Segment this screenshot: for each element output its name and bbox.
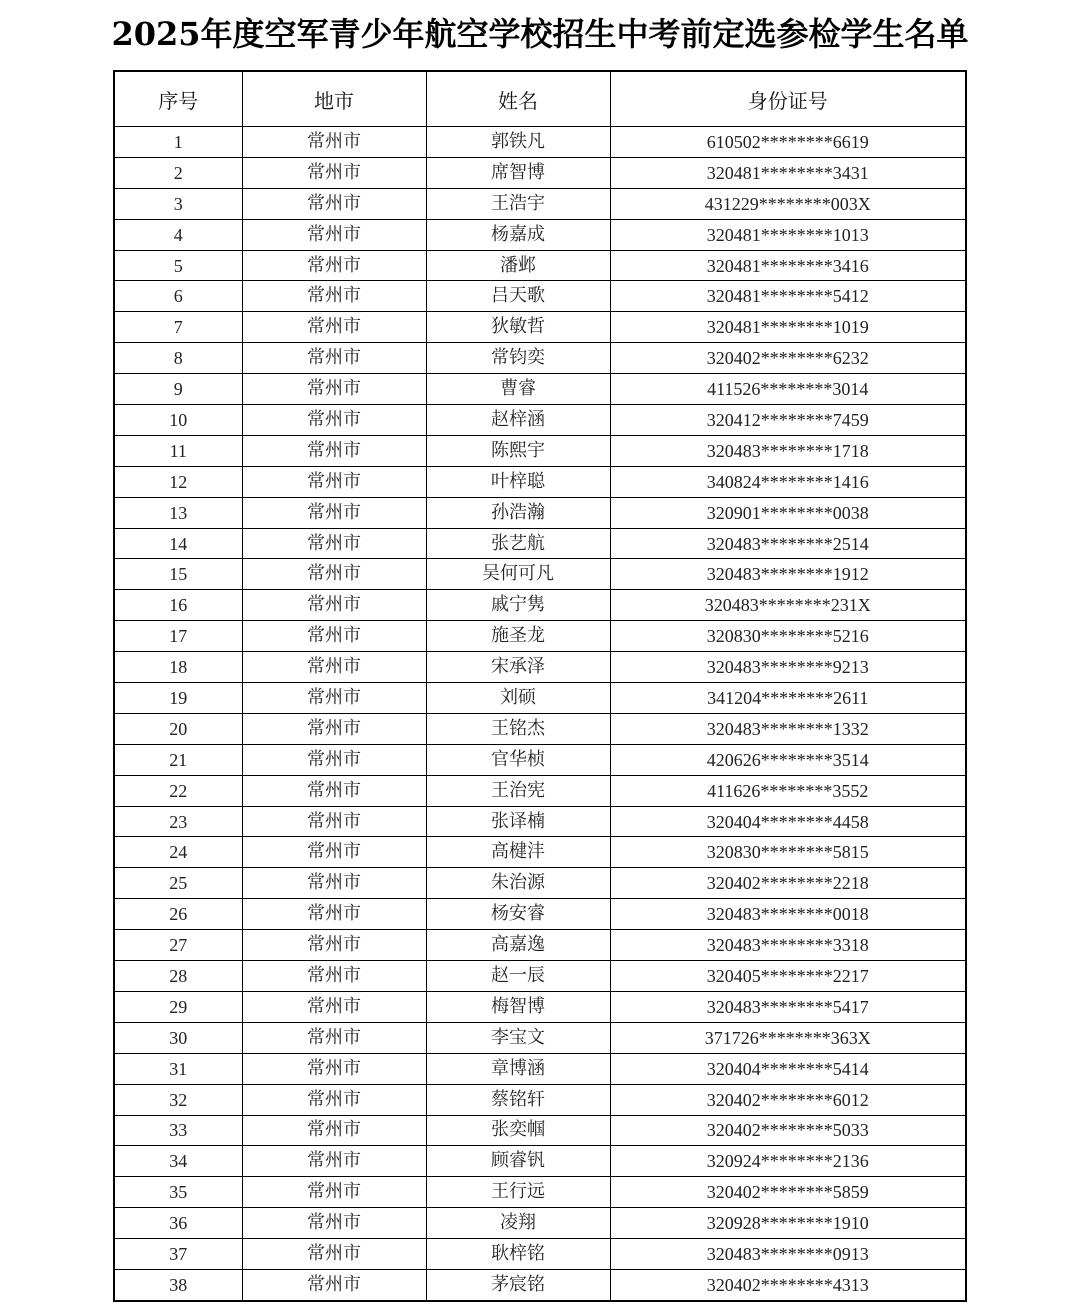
- cell-id-number: 320830********5216: [610, 621, 966, 652]
- table-body: [114, 127, 966, 1301]
- table-row: [114, 775, 966, 806]
- cell-city: 常州市: [242, 157, 426, 188]
- cell-name: 宋承泽: [426, 652, 610, 683]
- cell-name: 张奕帼: [426, 1115, 610, 1146]
- header-name: 姓名: [426, 71, 610, 127]
- cell-index: 13: [114, 497, 242, 528]
- cell-city: 常州市: [242, 713, 426, 744]
- cell-index: 20: [114, 713, 242, 744]
- cell-id-number: 320412********7459: [610, 405, 966, 436]
- table-row: [114, 868, 966, 899]
- cell-index: 21: [114, 744, 242, 775]
- table-header: [114, 71, 966, 127]
- cell-name: 张艺航: [426, 528, 610, 559]
- cell-name: 朱治源: [426, 868, 610, 899]
- cell-id-number: 320483********3318: [610, 930, 966, 961]
- cell-index: 8: [114, 343, 242, 374]
- table-row: [114, 806, 966, 837]
- cell-name: 高楗沣: [426, 837, 610, 868]
- cell-id-number: 320481********1013: [610, 219, 966, 250]
- cell-id-number: 320483********0913: [610, 1239, 966, 1270]
- cell-id-number: 320830********5815: [610, 837, 966, 868]
- cell-name: 叶梓聪: [426, 466, 610, 497]
- cell-city: 常州市: [242, 127, 426, 158]
- cell-city: 常州市: [242, 219, 426, 250]
- cell-name: 王铭杰: [426, 713, 610, 744]
- table-row: [114, 713, 966, 744]
- cell-name: 杨安睿: [426, 899, 610, 930]
- table-row: [114, 343, 966, 374]
- cell-city: 常州市: [242, 1115, 426, 1146]
- cell-name: 顾睿钒: [426, 1146, 610, 1177]
- cell-index: 9: [114, 374, 242, 405]
- cell-name: 张译楠: [426, 806, 610, 837]
- cell-name: 赵一辰: [426, 961, 610, 992]
- cell-city: 常州市: [242, 435, 426, 466]
- cell-city: 常州市: [242, 1239, 426, 1270]
- table-row: [114, 312, 966, 343]
- cell-name: 耿梓铭: [426, 1239, 610, 1270]
- cell-index: 3: [114, 188, 242, 219]
- cell-id-number: 320483********5417: [610, 991, 966, 1022]
- cell-name: 王浩宇: [426, 188, 610, 219]
- cell-id-number: 320402********2218: [610, 868, 966, 899]
- cell-id-number: 320483********1332: [610, 713, 966, 744]
- cell-city: 常州市: [242, 683, 426, 714]
- cell-index: 30: [114, 1022, 242, 1053]
- cell-city: 常州市: [242, 991, 426, 1022]
- cell-index: 24: [114, 837, 242, 868]
- cell-city: 常州市: [242, 1084, 426, 1115]
- cell-id-number: 341204********2611: [610, 683, 966, 714]
- cell-index: 36: [114, 1208, 242, 1239]
- cell-id-number: 320483********231X: [610, 590, 966, 621]
- cell-name: 章博涵: [426, 1053, 610, 1084]
- header-id-number: 身份证号: [610, 71, 966, 127]
- cell-index: 23: [114, 806, 242, 837]
- cell-id-number: 431229********003X: [610, 188, 966, 219]
- cell-city: 常州市: [242, 1053, 426, 1084]
- header-row: [114, 71, 966, 127]
- cell-id-number: 320483********1718: [610, 435, 966, 466]
- table-row: [114, 281, 966, 312]
- cell-index: 7: [114, 312, 242, 343]
- table-row: [114, 1115, 966, 1146]
- cell-city: 常州市: [242, 837, 426, 868]
- cell-index: 10: [114, 405, 242, 436]
- cell-city: 常州市: [242, 374, 426, 405]
- cell-name: 郭铁凡: [426, 127, 610, 158]
- cell-index: 6: [114, 281, 242, 312]
- cell-index: 18: [114, 652, 242, 683]
- cell-city: 常州市: [242, 312, 426, 343]
- cell-id-number: 411526********3014: [610, 374, 966, 405]
- cell-city: 常州市: [242, 1208, 426, 1239]
- cell-name: 杨嘉成: [426, 219, 610, 250]
- header-city: 地市: [242, 71, 426, 127]
- cell-name: 施圣龙: [426, 621, 610, 652]
- table-row: [114, 744, 966, 775]
- cell-id-number: 420626********3514: [610, 744, 966, 775]
- cell-id-number: 320402********5859: [610, 1177, 966, 1208]
- cell-name: 官华桢: [426, 744, 610, 775]
- cell-id-number: 320404********4458: [610, 806, 966, 837]
- cell-index: 16: [114, 590, 242, 621]
- cell-id-number: 320483********0018: [610, 899, 966, 930]
- cell-id-number: 411626********3552: [610, 775, 966, 806]
- cell-city: 常州市: [242, 961, 426, 992]
- cell-name: 常钧奕: [426, 343, 610, 374]
- table-row: [114, 683, 966, 714]
- cell-name: 陈熙宇: [426, 435, 610, 466]
- cell-index: 1: [114, 127, 242, 158]
- cell-index: 29: [114, 991, 242, 1022]
- cell-name: 梅智博: [426, 991, 610, 1022]
- table-row: [114, 374, 966, 405]
- cell-name: 王行远: [426, 1177, 610, 1208]
- table-row: [114, 1146, 966, 1177]
- cell-index: 33: [114, 1115, 242, 1146]
- cell-name: 潘邺: [426, 250, 610, 281]
- cell-city: 常州市: [242, 1146, 426, 1177]
- cell-index: 26: [114, 899, 242, 930]
- cell-name: 吴何可凡: [426, 559, 610, 590]
- cell-name: 王治宪: [426, 775, 610, 806]
- cell-index: 4: [114, 219, 242, 250]
- table-row: [114, 188, 966, 219]
- cell-id-number: 320483********9213: [610, 652, 966, 683]
- cell-index: 5: [114, 250, 242, 281]
- cell-name: 凌翔: [426, 1208, 610, 1239]
- table-row: [114, 1208, 966, 1239]
- cell-id-number: 320924********2136: [610, 1146, 966, 1177]
- cell-id-number: 320483********2514: [610, 528, 966, 559]
- cell-city: 常州市: [242, 868, 426, 899]
- cell-city: 常州市: [242, 806, 426, 837]
- cell-city: 常州市: [242, 1269, 426, 1300]
- cell-name: 高嘉逸: [426, 930, 610, 961]
- table-row: [114, 1022, 966, 1053]
- cell-index: 22: [114, 775, 242, 806]
- cell-city: 常州市: [242, 1177, 426, 1208]
- table-row: [114, 405, 966, 436]
- student-list-table: [113, 70, 967, 1302]
- cell-name: 李宝文: [426, 1022, 610, 1053]
- cell-name: 刘硕: [426, 683, 610, 714]
- cell-name: 吕天歌: [426, 281, 610, 312]
- cell-index: 15: [114, 559, 242, 590]
- cell-name: 赵梓涵: [426, 405, 610, 436]
- cell-city: 常州市: [242, 652, 426, 683]
- cell-index: 17: [114, 621, 242, 652]
- table-row: [114, 991, 966, 1022]
- table-row: [114, 528, 966, 559]
- cell-id-number: 320402********4313: [610, 1269, 966, 1300]
- table-row: [114, 219, 966, 250]
- table-row: [114, 559, 966, 590]
- table-row: [114, 466, 966, 497]
- cell-id-number: 320483********1912: [610, 559, 966, 590]
- cell-city: 常州市: [242, 899, 426, 930]
- cell-name: 戚宁隽: [426, 590, 610, 621]
- cell-id-number: 320402********6232: [610, 343, 966, 374]
- cell-name: 孙浩瀚: [426, 497, 610, 528]
- cell-id-number: 320402********6012: [610, 1084, 966, 1115]
- cell-index: 19: [114, 683, 242, 714]
- table-row: [114, 899, 966, 930]
- cell-name: 茅宸铭: [426, 1269, 610, 1300]
- table-row: [114, 930, 966, 961]
- cell-index: 34: [114, 1146, 242, 1177]
- table-row: [114, 837, 966, 868]
- table-row: [114, 435, 966, 466]
- table-row: [114, 590, 966, 621]
- cell-city: 常州市: [242, 744, 426, 775]
- table-row: [114, 1239, 966, 1270]
- table-row: [114, 1177, 966, 1208]
- cell-city: 常州市: [242, 405, 426, 436]
- table-row: [114, 621, 966, 652]
- cell-id-number: 320481********1019: [610, 312, 966, 343]
- cell-id-number: 320481********3431: [610, 157, 966, 188]
- cell-id-number: 320481********3416: [610, 250, 966, 281]
- cell-index: 27: [114, 930, 242, 961]
- cell-city: 常州市: [242, 497, 426, 528]
- cell-city: 常州市: [242, 343, 426, 374]
- cell-city: 常州市: [242, 775, 426, 806]
- cell-name: 狄敏哲: [426, 312, 610, 343]
- cell-id-number: 320901********0038: [610, 497, 966, 528]
- cell-id-number: 610502********6619: [610, 127, 966, 158]
- cell-name: 蔡铭轩: [426, 1084, 610, 1115]
- table-row: [114, 250, 966, 281]
- cell-index: 32: [114, 1084, 242, 1115]
- header-index: 序号: [114, 71, 242, 127]
- cell-index: 37: [114, 1239, 242, 1270]
- cell-index: 25: [114, 868, 242, 899]
- cell-city: 常州市: [242, 590, 426, 621]
- cell-index: 14: [114, 528, 242, 559]
- cell-index: 11: [114, 435, 242, 466]
- cell-name: 曹睿: [426, 374, 610, 405]
- cell-id-number: 371726********363X: [610, 1022, 966, 1053]
- cell-id-number: 320481********5412: [610, 281, 966, 312]
- table-row: [114, 1269, 966, 1300]
- cell-city: 常州市: [242, 1022, 426, 1053]
- table-row: [114, 497, 966, 528]
- table-row: [114, 157, 966, 188]
- cell-id-number: 340824********1416: [610, 466, 966, 497]
- table-row: [114, 652, 966, 683]
- cell-city: 常州市: [242, 188, 426, 219]
- cell-city: 常州市: [242, 930, 426, 961]
- cell-city: 常州市: [242, 621, 426, 652]
- cell-city: 常州市: [242, 528, 426, 559]
- cell-id-number: 320405********2217: [610, 961, 966, 992]
- cell-id-number: 320402********5033: [610, 1115, 966, 1146]
- cell-city: 常州市: [242, 466, 426, 497]
- cell-id-number: 320404********5414: [610, 1053, 966, 1084]
- cell-index: 2: [114, 157, 242, 188]
- cell-index: 12: [114, 466, 242, 497]
- cell-city: 常州市: [242, 559, 426, 590]
- cell-city: 常州市: [242, 281, 426, 312]
- page-title: 2025年度空军青少年航空学校招生中考前定选参检学生名单: [111, 15, 969, 53]
- cell-index: 31: [114, 1053, 242, 1084]
- table-row: [114, 1053, 966, 1084]
- cell-city: 常州市: [242, 250, 426, 281]
- cell-index: 38: [114, 1269, 242, 1300]
- table-row: [114, 1084, 966, 1115]
- cell-name: 席智博: [426, 157, 610, 188]
- cell-index: 35: [114, 1177, 242, 1208]
- cell-index: 28: [114, 961, 242, 992]
- cell-id-number: 320928********1910: [610, 1208, 966, 1239]
- table-row: [114, 127, 966, 158]
- table-row: [114, 961, 966, 992]
